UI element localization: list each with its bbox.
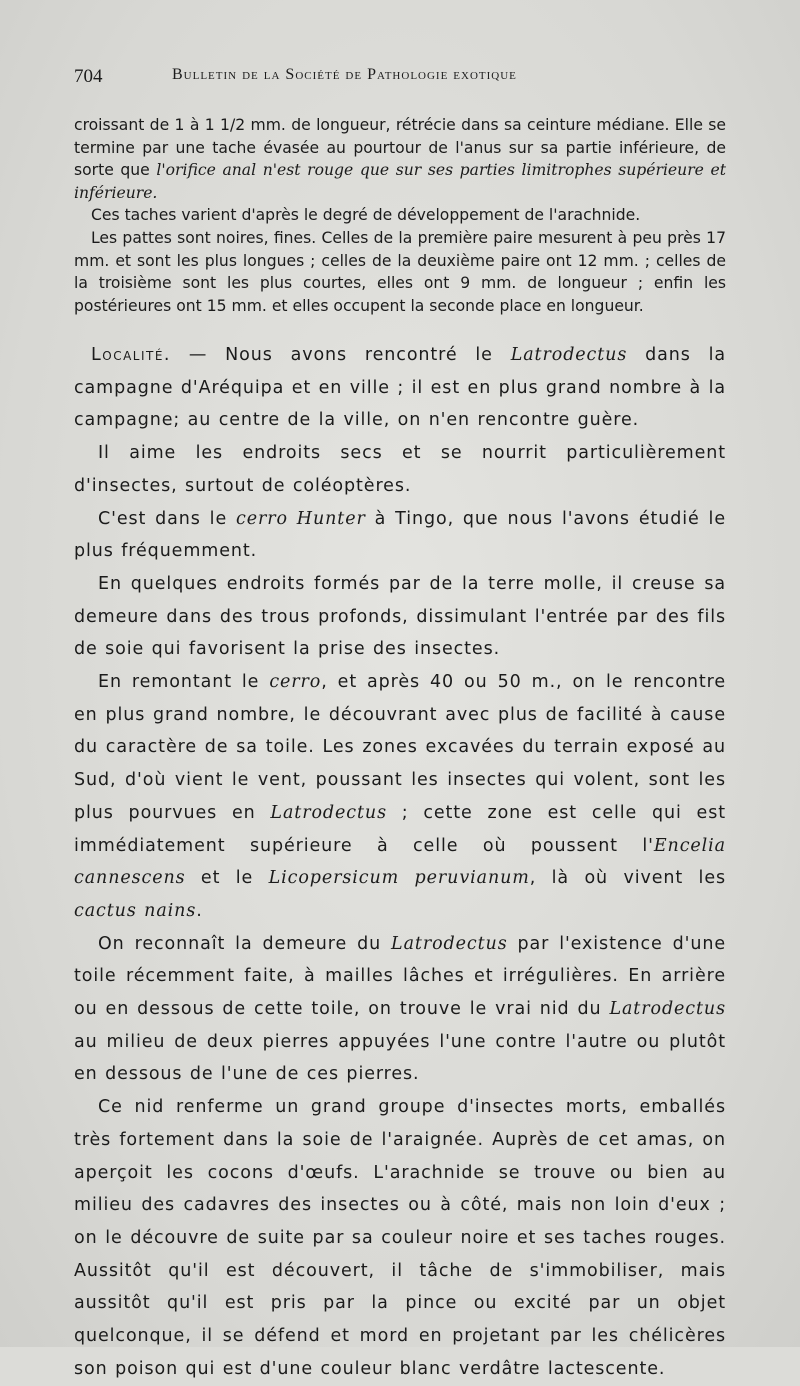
italic-run: cerro Hunter xyxy=(236,508,366,529)
text-run: et le xyxy=(185,868,269,889)
italic-run: Latrodectus xyxy=(510,345,628,365)
text-run: à Tingo, que nous l'avons étudié le plus fréquemment. xyxy=(74,508,726,562)
paragraph xyxy=(74,666,726,928)
running-head: Bulletin de la Société de Pathologie exotique xyxy=(172,66,517,83)
page-header xyxy=(74,66,734,94)
italic-run: Encelia cannescens xyxy=(74,835,726,889)
text-run: C'est dans le xyxy=(98,508,236,529)
italic-run: Latrodectus xyxy=(391,933,508,954)
text-run: dans la campagne d'Aréquipa et en ville ; il est en plus grand nombre à la campagne; au centre de la ville, on n'en rencontre guère. xyxy=(74,345,726,431)
paragraph xyxy=(74,114,726,204)
italic-run: Latrodectus xyxy=(270,802,387,823)
italic-run: Licopersicum peruvianum xyxy=(268,868,530,889)
italic-run: cerro xyxy=(269,672,322,693)
paragraph xyxy=(74,503,726,568)
text-run: par l'existence d'une toile récemment faite, à mailles lâches et irrégulières. En arrière ou en dessous de cette toile, on trouve le vrai nid du xyxy=(74,933,726,1020)
paragraph: Ce nid renferme un grand groupe d'insectes morts, emballés très fortement dans la soie de l'araignée. Auprès de cet amas, on aperçoit les cocons d'œufs. L'arachnide se trouve ou bien au milieu des cadavres des insectes ou à côté, mais non loin d'eux ; on le découvre de suite par sa couleur noire et ses taches rouges. Aussitôt qu'il est découvert, il tâche de s'immobiliser, mais aussitôt qu'il est pris par la pince ou excité par un objet quelconque, il se défend et mord en projetant par les chélicères son poison qui est d'une couleur blanc verdâtre lactescente. xyxy=(74,1097,726,1379)
paragraph: Les pattes sont noires, fines. Celles de la première paire mesurent à peu près 17 mm. et sont les plus longues ; celles de la deuxième paire ont 12 mm. ; celles de la troisième sont les plus courtes, elles ont 9 mm. de longueur ; enfin les postérieures ont 15 mm. et elles occupent la seconde place en longueur. xyxy=(74,228,726,315)
description-continuation xyxy=(74,114,726,317)
text-run: — Nous avons rencontré le xyxy=(170,345,511,365)
italic-run: Latrodectus xyxy=(609,999,726,1020)
text-run: En remontant le xyxy=(98,672,270,693)
paragraph: En quelques endroits formés par de la terre molle, il creuse sa demeure dans des trous profonds, dissimulant l'entrée par des fils de soie qui favorisent la prise des insectes. xyxy=(74,573,726,660)
paragraph xyxy=(74,928,726,1092)
text-run: croissant de 1 à 1 1/2 mm. de longueur, rétrécie dans sa ceinture médiane. Elle se termine par une tache évasée au pourtour de l'anus sur sa partie inférieure, de sorte que xyxy=(74,116,726,180)
text-run: ; cette zone est celle qui est immédiatement supérieure à celle où poussent l' xyxy=(74,802,726,856)
section-heading: Localité. xyxy=(91,345,171,365)
italic-run: cactus nains xyxy=(74,900,197,921)
paragraph xyxy=(74,339,726,437)
locality-section xyxy=(74,339,726,1386)
page-number: 704 xyxy=(74,66,103,87)
text-run: , et après 40 ou 50 m., on le rencontre en plus grand nombre, le découvrant avec plus de facilité à cause du caractère de sa toile. Les zones excavées du terrain exposé au Sud, d'où vient le vent, poussant les insectes qui volent, sont les plus pourvues en xyxy=(74,672,727,823)
paragraph: Ces taches varient d'après le degré de développement de l'arachnide. xyxy=(91,206,641,225)
text-run: On reconnaît la demeure du xyxy=(98,933,392,954)
text-run: . xyxy=(196,900,203,921)
italic-run: l'orifice anal n'est rouge que sur ses parties limitrophes supérieure et inférieure. xyxy=(74,161,726,202)
text-run: , là où vivent les xyxy=(529,868,727,889)
paragraph: Il aime les endroits secs et se nourrit particulièrement d'insectes, surtout de coléoptères. xyxy=(74,443,726,496)
text-run: au milieu de deux pierres appuyées l'une contre l'autre ou plutôt en dessous de l'une de ces pierres. xyxy=(74,1031,726,1085)
